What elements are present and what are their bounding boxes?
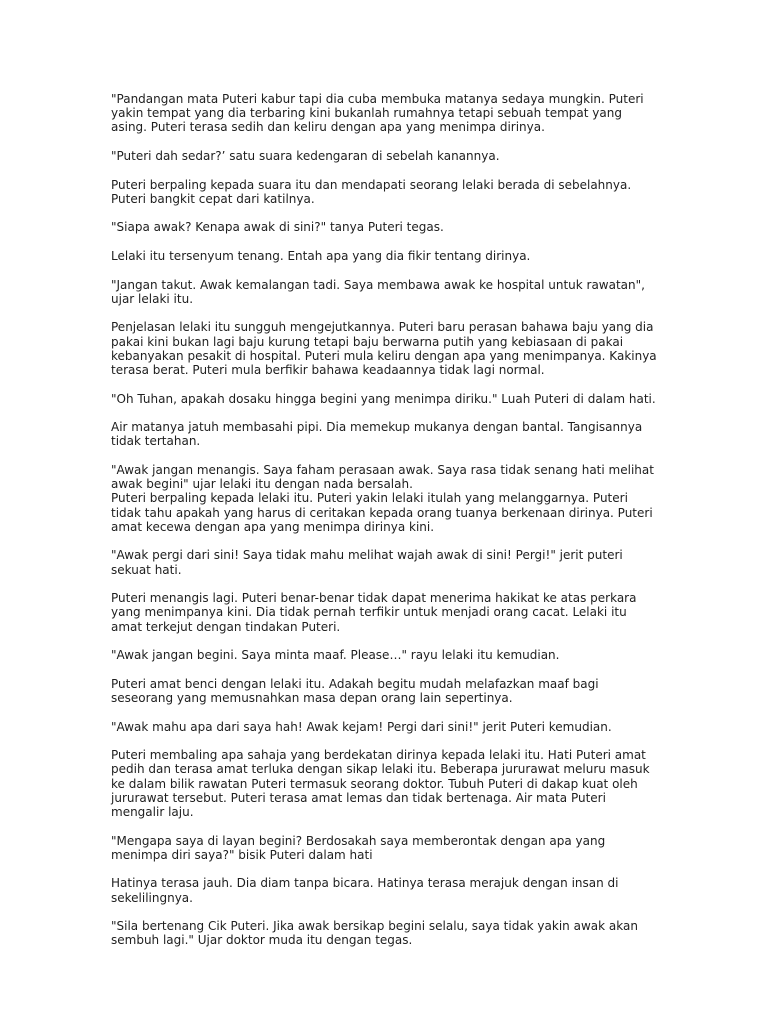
paragraph-3: Puteri berpaling kepada suara itu dan mendapati seorang lelaki berada di sebelahnya. Puteri bangkit cepat dari katilnya. xyxy=(111,177,632,206)
paragraph-6: "Jangan takut. Awak kemalangan tadi. Saya membawa awak ke hospital untuk rawatan", ujar lelaki itu. xyxy=(111,277,645,306)
paragraph-1: "Pandangan mata Puteri kabur tapi dia cuba membuka matanya sedaya mungkin. Puteri yakin tempat yang dia terbaring kini bukanlah rumahnya tetapi sebuah tempat yang asing. Puteri terasa sedih dan keliru dengan apa yang menimpa dirinya. xyxy=(111,92,644,135)
paragraph-16: "Awak mahu apa dari saya hah! Awak kejam! Pergi dari sini!" jerit Puteri kemudian. xyxy=(111,719,612,734)
paragraph-9: Air matanya jatuh membasahi pipi. Dia memekup mukanya dengan bantal. Tangisannya tidak tertahan. xyxy=(111,420,643,449)
paragraph-14: "Awak jangan begini. Saya minta maaf. Please…" rayu lelaki itu kemudian. xyxy=(111,648,560,663)
paragraph-5: Lelaki itu tersenyum tenang. Entah apa yang dia fikir tentang dirinya. xyxy=(111,248,531,263)
paragraph-10: "Awak jangan menangis. Saya faham perasaan awak. Saya rasa tidak senang hati melihat awak begini" ujar lelaki itu dengan nada bersalah. xyxy=(111,462,654,492)
paragraph-11: Puteri berpaling kepada lelaki itu. Puteri yakin lelaki itulah yang melanggarnya. Puteri tidak tahu apakah yang harus di ceritakan kepada orang tuanya berkenaan dirinya. Puteri amat kecewa dengan apa yang menimpa dirinya kini. xyxy=(111,491,653,534)
paragraph-17: Puteri membaling apa sahaja yang berdekatan dirinya kepada lelaki itu. Hati Puteri amat pedih dan terasa amat terluka dengan sikap lelaki itu. Beberapa jururawat meluru masuk ke dalam bilik rawatan Puteri termasuk seorang doktor. Tubuh Puteri di dakap kuat oleh jururawat tersebut. Puteri terasa amat lemas dan tidak bertenaga. Air mata Puteri mengalir laju. xyxy=(111,748,650,819)
paragraph-4: "Siapa awak? Kenapa awak di sini?" tanya Puteri tegas. xyxy=(111,220,444,235)
paragraph-13: Puteri menangis lagi. Puteri benar-benar tidak dapat menerima hakikat ke atas perkara yang menimpanya kini. Dia tidak pernah terfikir untuk menjadi orang cacat. Lelaki itu amat terkejut dengan tindakan Puteri. xyxy=(111,591,637,634)
paragraph-8: "Oh Tuhan, apakah dosaku hingga begini yang menimpa diriku." Luah Puteri di dalam hati. xyxy=(111,391,656,406)
document-page xyxy=(111,92,659,962)
paragraph-12: "Awak pergi dari sini! Saya tidak mahu melihat wajah awak di sini! Pergi!" jerit puteri sekuat hati. xyxy=(111,548,623,577)
paragraph-19: Hatinya terasa jauh. Dia diam tanpa bicara. Hatinya terasa merajuk dengan insan di sekelilingnya. xyxy=(111,876,619,905)
paragraph-7: Penjelasan lelaki itu sungguh mengejutkannya. Puteri baru perasan bahawa baju yang dia pakai kini bukan lagi baju kurung tetapi baju berwarna putih yang kebiasaan di pakai kebanyakan pesakit di hospital. Puteri mula keliru dengan apa yang menimpanya. Kakinya terasa berat. Puteri mula berfikir bahawa keadaannya tidak lagi normal. xyxy=(111,320,657,377)
paragraph-18: "Mengapa saya di layan begini? Berdosakah saya memberontak dengan apa yang menimpa diri saya?" bisik Puteri dalam hati xyxy=(111,833,606,862)
paragraph-15: Puteri amat benci dengan lelaki itu. Adakah begitu mudah melafazkan maaf bagi seseorang yang memusnahkan masa depan orang lain sepertinya. xyxy=(111,676,599,705)
paragraph-2: "Puteri dah sedar?’ satu suara kedengaran di sebelah kanannya. xyxy=(111,149,500,163)
paragraph-20: "Sila bertenang Cik Puteri. Jika awak bersikap begini selalu, saya tidak yakin awak akan sembuh lagi." Ujar doktor muda itu dengan tegas. xyxy=(111,919,638,948)
